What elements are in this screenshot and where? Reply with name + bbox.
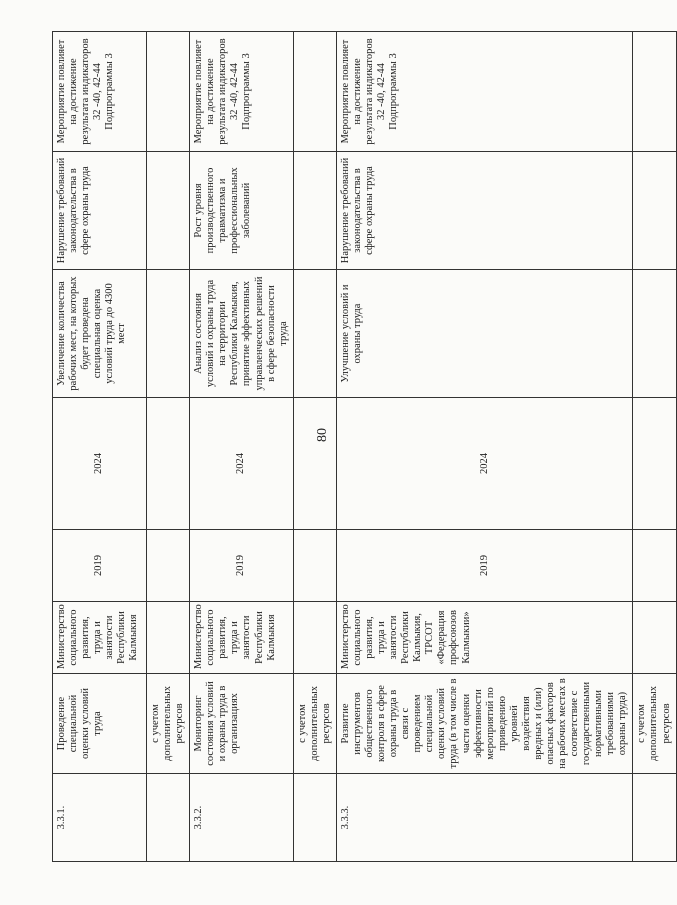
indicator-link: Мероприятие повлияет на достижение результата индикаторов 32 -40, 42-44 Подпрограммы 3 — [53, 32, 147, 152]
expected-result: Улучшение условий и охраны труда — [336, 270, 633, 398]
table-row — [53, 32, 147, 862]
measure-name: Мониторинг состояния условий и охраны труда в организациях — [190, 674, 294, 774]
indicator-link: Мероприятие повлияет на достижение результата индикаторов 32 -40, 42-44 Подпрограммы 3 — [190, 32, 294, 152]
row-number: 3.3.2. — [190, 774, 294, 862]
table-row — [190, 32, 294, 862]
executor: Министерство социального развития, труда и занятости Республики Калмыкия, ТРСОТ «Федерация профсоюзов Калмыкии» — [336, 602, 633, 674]
end-year: 2024 — [190, 398, 294, 530]
indicator-link: Мероприятие повлияет на достижение результата индикаторов 32 -40, 42-44 Подпрограммы 3 — [336, 32, 633, 152]
table-row — [147, 32, 190, 862]
expected-result: Увеличение количества рабочих мест, на которых будет проведена специальная оценка условий труда до 4300 мест — [53, 270, 147, 398]
end-year: 2024 — [53, 398, 147, 530]
consequence: Рост уровня производственного травматизма и профессиональных заболеваний — [190, 152, 294, 270]
measures-table-container — [52, 32, 672, 862]
measure-name: Развитие инструментов общественного контроля в сфере охраны труда в связи с проведением специальной оценки условий труда (в том числе в части оценки эффективности мероприятий по приведению уровней воздействия вредных и (или) опасных факторов на рабочих местах в соответствие с государственными нормативными требованиями охраны труда) — [336, 674, 633, 774]
end-year: 2024 — [336, 398, 633, 530]
measures-table — [52, 31, 677, 862]
start-year: 2019 — [336, 530, 633, 602]
expected-result: Анализ состояния условий и охраны труда на территории Республики Калмыкия, принятие эффективных управленческих решений в сфере безопасности труда — [190, 270, 294, 398]
start-year: 2019 — [190, 530, 294, 602]
executor: Министерство социального развития, труда и занятости Республики Калмыкия — [53, 602, 147, 674]
additional-resources-label: с учетом дополнительных ресурсов — [147, 674, 190, 774]
additional-resources-label: с учетом дополнительных ресурсов — [633, 674, 676, 774]
row-number: 3.3.1. — [53, 774, 147, 862]
row-number: 3.3.3. — [336, 774, 633, 862]
consequence: Нарушение требований законодательства в сфере охраны труда — [336, 152, 633, 270]
table-row — [293, 32, 336, 862]
page-number: 80 — [315, 428, 330, 442]
consequence: Нарушение требований законодательства в сфере охраны труда — [53, 152, 147, 270]
table-row — [336, 32, 633, 862]
measure-name: Проведение специальной оценки условий труда — [53, 674, 147, 774]
additional-resources-label: с учетом дополнительных ресурсов — [293, 674, 336, 774]
table-row — [633, 32, 676, 862]
executor: Министерство социального развития, труда и занятости Республики Калмыкия — [190, 602, 294, 674]
start-year: 2019 — [53, 530, 147, 602]
